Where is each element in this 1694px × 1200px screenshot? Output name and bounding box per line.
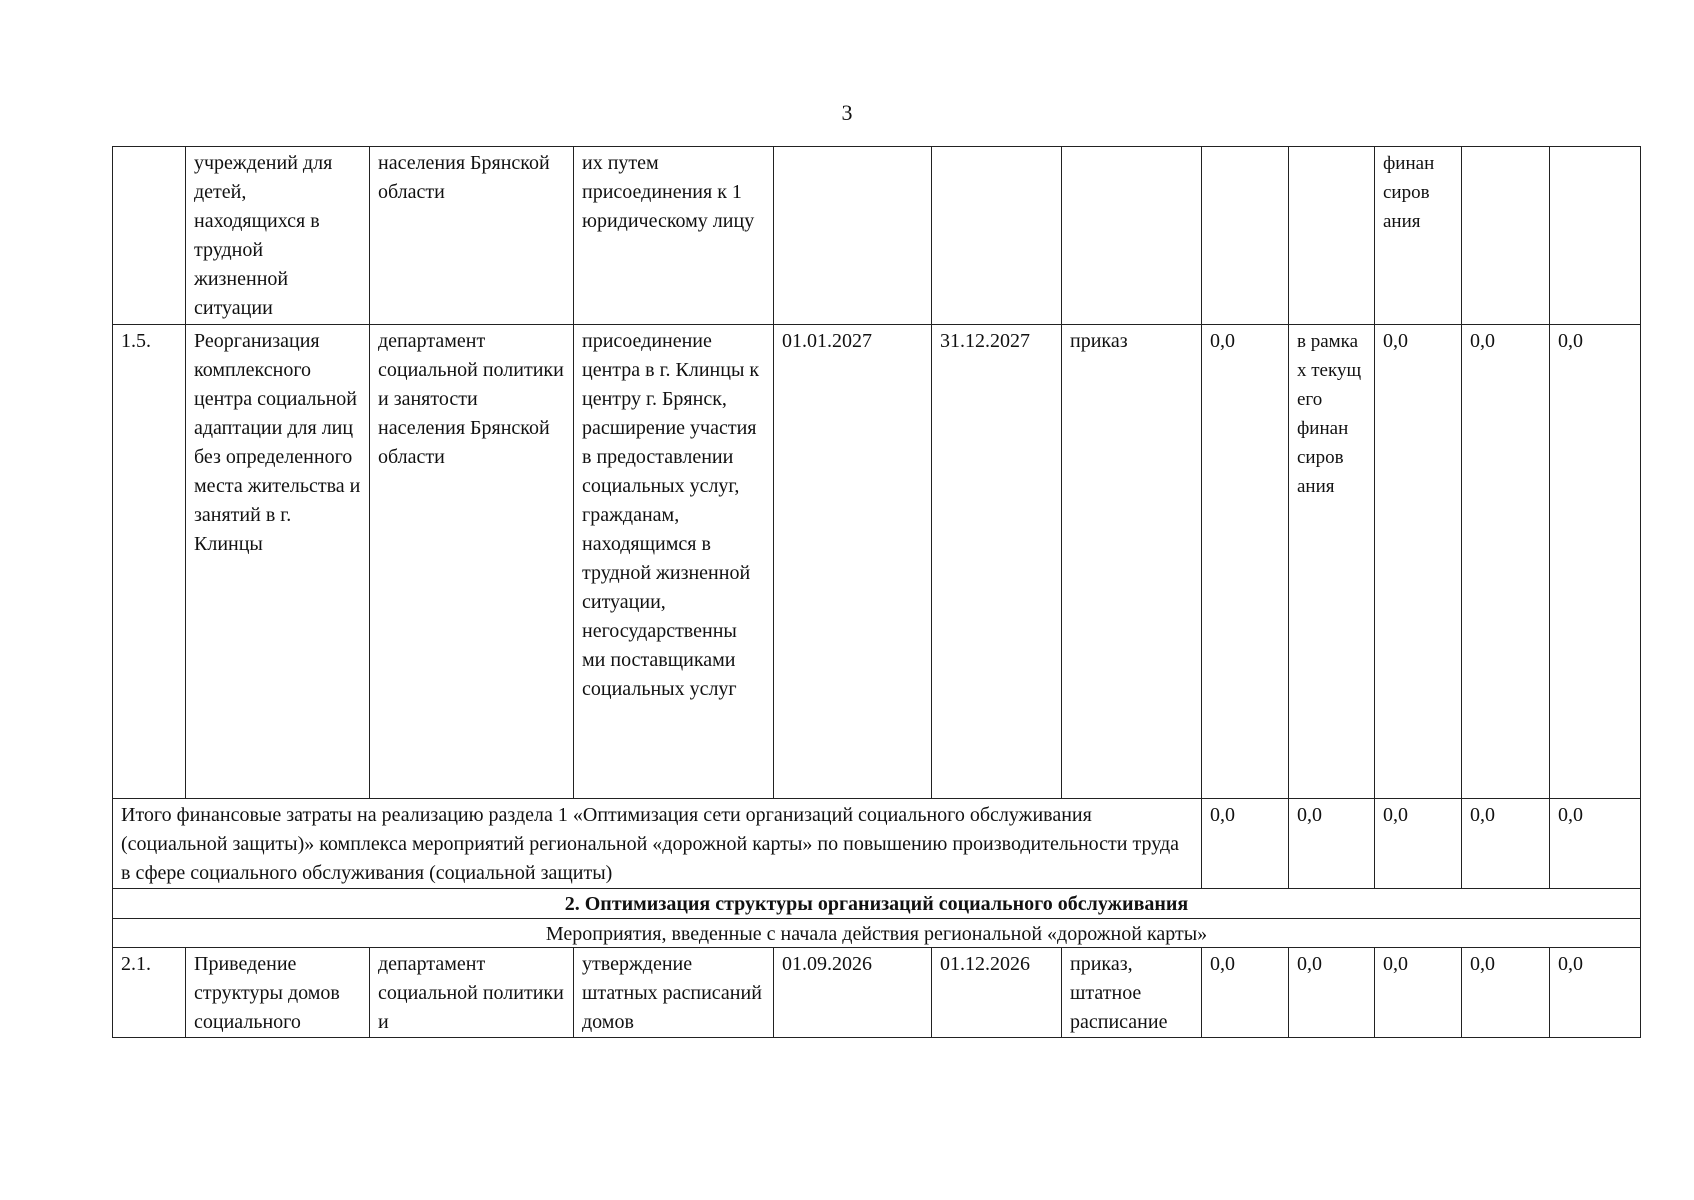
subsection-row — [113, 919, 1641, 948]
table-row — [113, 147, 1641, 325]
cell-executor: населения Брянской области — [370, 147, 574, 325]
cell-document — [1062, 147, 1202, 325]
cell-end-date: 31.12.2027 — [932, 325, 1062, 799]
total-row — [113, 799, 1641, 889]
cell-value-4: 0,0 — [1462, 325, 1550, 799]
cell-result: их путем присоединения к 1 юридическому лицу — [574, 147, 774, 325]
measures-table — [112, 146, 1641, 1038]
subsection-title: Мероприятия, введенные с начала действия региональной «дорожной карты» — [113, 919, 1641, 948]
cell-value-4 — [1462, 147, 1550, 325]
cell-measure-name: учреждений для детей, находящихся в трудной жизненной ситуации — [186, 147, 370, 325]
cell-start-date: 01.01.2027 — [774, 325, 932, 799]
table-row — [113, 325, 1641, 799]
cell-result: утверждение штатных расписаний домов — [574, 948, 774, 1038]
cell-number: 2.1. — [113, 948, 186, 1038]
cell-document: приказ, штатное расписание — [1062, 948, 1202, 1038]
cell-value-3: 0,0 — [1375, 325, 1462, 799]
cell-result: присоединение центра в г. Клинцы к центру г. Брянск, расширение участия в предоставлении социальных услуг, гражданам, находящимся в трудной жизненной ситуации, негосударственны ми поставщиками социальных услуг — [574, 325, 774, 799]
cell-measure-name: Реорганизация комплексного центра социальной адаптации для лиц без определенного места жительства и занятий в г. Клинцы — [186, 325, 370, 799]
cell-end-date: 01.12.2026 — [932, 948, 1062, 1038]
cell-number: 1.5. — [113, 325, 186, 799]
section-title: 2. Оптимизация структуры организаций социального обслуживания — [113, 889, 1641, 919]
cell-value-3: 0,0 — [1375, 948, 1462, 1038]
table-row — [113, 948, 1641, 1038]
cell-value-1: 0,0 — [1202, 948, 1289, 1038]
cell-value-5: 0,0 — [1550, 325, 1641, 799]
cell-value-5 — [1550, 147, 1641, 325]
total-value-1: 0,0 — [1202, 799, 1289, 889]
cell-value-1: 0,0 — [1202, 325, 1289, 799]
cell-end-date — [932, 147, 1062, 325]
total-value-4: 0,0 — [1462, 799, 1550, 889]
cell-measure-name: Приведение структуры домов социального — [186, 948, 370, 1038]
cell-executor: департамент социальной политики и — [370, 948, 574, 1038]
cell-value-3: финан сиров ания — [1375, 147, 1462, 325]
cell-value-4: 0,0 — [1462, 948, 1550, 1038]
cell-value-2: 0,0 — [1289, 948, 1375, 1038]
cell-executor: департамент социальной политики и занятости населения Брянской области — [370, 325, 574, 799]
cell-number — [113, 147, 186, 325]
page-number: 3 — [841, 100, 853, 125]
section-heading-row — [113, 889, 1641, 919]
cell-value-1 — [1202, 147, 1289, 325]
total-value-5: 0,0 — [1550, 799, 1641, 889]
cell-document: приказ — [1062, 325, 1202, 799]
cell-value-2 — [1289, 147, 1375, 325]
cell-start-date — [774, 147, 932, 325]
total-value-2: 0,0 — [1289, 799, 1375, 889]
cell-value-2: в рамка х текущ его финан сиров ания — [1289, 325, 1375, 799]
total-value-3: 0,0 — [1375, 799, 1462, 889]
cell-value-5: 0,0 — [1550, 948, 1641, 1038]
cell-start-date: 01.09.2026 — [774, 948, 932, 1038]
total-label: Итого финансовые затраты на реализацию раздела 1 «Оптимизация сети организаций социального обслуживания (социальной защиты)» комплекса мероприятий региональной «дорожной карты» по повышению производительности труда в сфере социального обслуживания (социальной защиты) — [113, 799, 1202, 889]
